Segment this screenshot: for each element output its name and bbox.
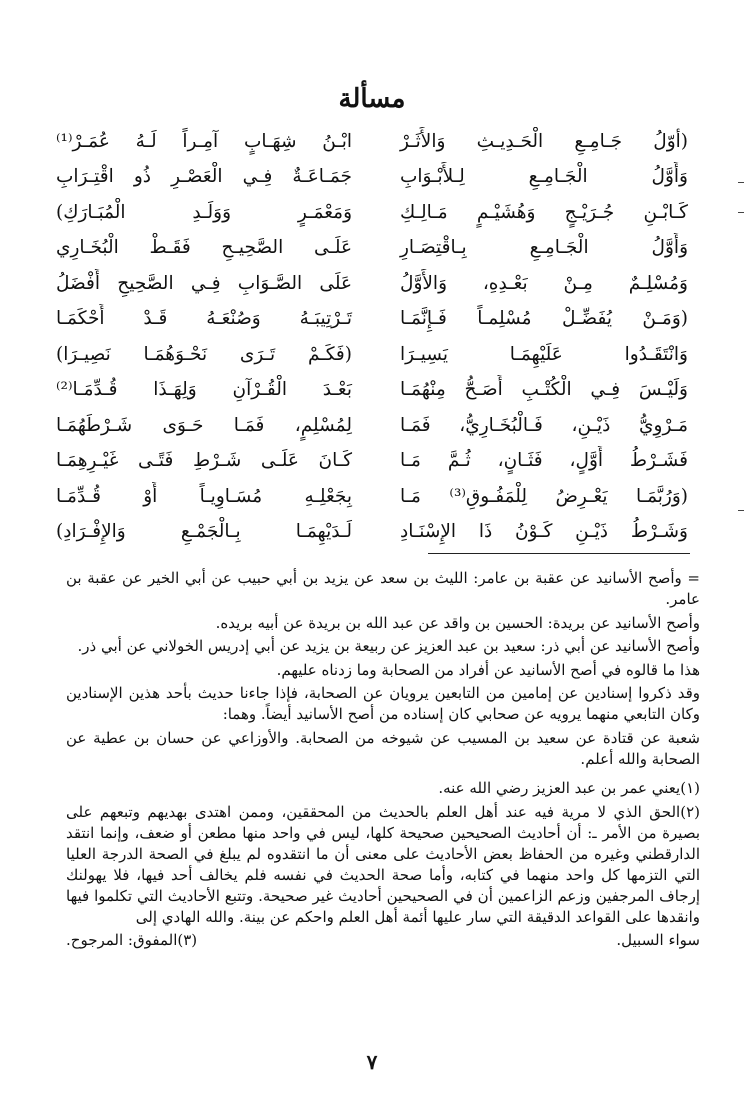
section-title: مسألة — [338, 84, 406, 114]
note-paragraph: وأصح الأسانيد عن أبي ذر: سعيد بن عبد العزيز عن ربيعة بن يزيد عن أبي إدريس الخولاني عن أبي ذر. — [77, 637, 700, 655]
verse — [56, 266, 696, 302]
verse-first-hemistich: فَشَـرْطُ أَوَّلٍ، فَثَـانٍ، ثُـمَّ مَـا — [400, 450, 688, 472]
verse — [56, 302, 696, 338]
verse-first-hemistich: وَلَيْـسَ فِـي الْكُتْـبِ أَصَـحُّ مِنْهُمَـا — [400, 379, 688, 401]
note-paragraph: وقد ذكروا إسنادين عن إمامين من التابعين يرويان عن الصحابة، فإذا جاءنا حديث بأحد هذين الإسنادين وكان التابعي منهما يرويه عن صحابي كان إسناده من أصح الأسانيد أيضاً. وهما: — [66, 684, 700, 723]
verse — [56, 124, 696, 160]
verse — [56, 515, 696, 551]
note-paragraph: = وأصح الأسانيد عن عقبة بن عامر: الليث بن سعد عن يزيد بن أبي حبيب عن أبي الخير عن عقبة بن عامر. — [66, 569, 700, 608]
verse-second-hemistich: لَـدَيْهِمَـا بِـالْجَمْـعِ وَالإِفْـرَادِ) — [56, 521, 352, 543]
verse — [56, 408, 696, 444]
page-number: ٧ — [366, 1050, 378, 1074]
footnote-3: (٣)المفوق: المرجوح. — [66, 931, 198, 949]
verse-first-hemistich: (وَمَـنْ يُفَضِّـلْ مُسْلِمـاً فَـإِنَّمَـا — [400, 308, 688, 330]
verse-first-hemistich: كَـابْـنِ جُـرَيْـجٍ وَهُشَيْـمٍ مَـالِـكِ — [400, 201, 688, 223]
verse-first-hemistich: وَأَوَّلُ الْجَـامِـعِ لِـلأَبْـوَابِ — [400, 166, 688, 188]
verse-second-hemistich: كَـانَ عَلَـى شَـرْطِ فَتًـى غَيْـرِهِمَـا — [56, 450, 352, 472]
margin-tick — [738, 212, 744, 213]
verse — [56, 160, 696, 196]
verse — [56, 444, 696, 480]
verse-first-hemistich: وَشَـرْطُ ذَيْـنِ كَـوْنُ ذَا الإِسْنَـادِ — [400, 521, 688, 543]
verse — [56, 337, 696, 373]
verse-second-hemistich: وَمَعْمَـرٍ وَوَلَـدِ الْمُبَـارَكِ) — [56, 201, 352, 223]
footnote-1: (١)يعني عمر بن عبد العزيز رضي الله عنه. — [438, 779, 700, 797]
verse-second-hemistich: لِمُسْلِمٍ، فَمَـا حَـوَى شَـرْطَهُمَـا — [56, 414, 352, 436]
verse-second-hemistich: تَـرْتِيبَـهُ وَصُنْعَـهُ قَـدْ أَحْكَمَـا — [56, 308, 352, 330]
note-paragraph: شعبة عن قتادة عن سعيد بن المسيب عن شيوخه من الصحابة. والأوزاعي عن حسان بن عطية عن الصحابة والله أعلم. — [66, 728, 700, 768]
verse — [56, 479, 696, 515]
verse — [56, 231, 696, 267]
footnote-last-line — [66, 930, 700, 951]
verse — [56, 373, 696, 409]
note-paragraph: هذا ما قالوه في أصح الأسانيد عن أفراد من الصحابة وما زدناه عليهم. — [276, 660, 700, 679]
verse-second-hemistich: بِجَعْلِـهِ مُسَـاوِيـاً أَوْ قُـدِّمَـا — [56, 485, 352, 507]
verse-second-hemistich: ابْـنُ شِهَـابٍ آمِـراً لَـهُ عُمَـرْ⁽¹⁾ — [56, 130, 352, 152]
footnotes-area — [66, 568, 700, 951]
verse-first-hemistich: مَـرْوِيُّ ذَيْـنِ، فَـالْبُخَـارِيُّ، فَمَـا — [400, 414, 688, 436]
verse — [56, 195, 696, 231]
verse-first-hemistich: وَأَوَّلُ الْجَـامِـعِ بِـاقْتِصَـارِ — [400, 237, 688, 259]
poem — [56, 124, 696, 550]
verse-first-hemistich: (وَرُبَّمَـا يَعْـرِضُ لِلْمَفُـوقِ⁽³⁾ مَـا — [400, 485, 688, 507]
footnote-2: (٢)الحق الذي لا مرية فيه عند أهل العلم بالحديث من المحققين، وممن اهتدى بهديهم وتبعهم على بصيرة من الأمر ـ: أن أحاديث الصحيحين صحيحة كلها، ليس في واحد منها مطعن أو ضعف، وإنما انتقد الدارقطني وغيره من الحفاظ بعض الأحاديث على معنى أن ما انتقدوه لم يبلغ في الصحة الدرجة العليا التي التزمها كل واحد منهما في كتابه، وأما صحة الحديث في نفسه فلم يخالف أحد فيها، فلا يهولنك إرجاف المرجفين وزعم الزاعمين أن في الصحيحين أحاديث غير صحيحة. وتتبع الأحاديث التي تكلموا فيها وانقدها على القواعد الدقيقة التي سار عليها أئمة أهل العلم واحكم عن بينة. والله الهادي إلى — [66, 802, 700, 926]
verse-second-hemistich: عَلَى الصَّـوَابِ فِـي الصَّحِيحِ أَفْضَلُ — [56, 272, 352, 294]
footnote-2-end: سواء السبيل. — [616, 931, 700, 949]
verse-first-hemistich: وَمُسْلِـمٌ مِـنْ بَعْـدِهِ، وَالأَوَّلُ — [400, 272, 688, 294]
verse-first-hemistich: وَانْتَقَـدُوا عَلَيْهِمَـا يَسِيـرَا — [400, 343, 688, 365]
note-paragraph: وأصح الأسانيد عن بريدة: الحسين بن واقد عن عبد الله بن بريدة عن أبيه بريده. — [215, 613, 700, 632]
verse-second-hemistich: بَعْـدَ الْقُـرْآنِ وَلِهَـذَا قُـدِّمَـا⁽²⁾ — [56, 379, 352, 401]
footnote-separator — [428, 553, 690, 554]
margin-tick — [738, 182, 744, 183]
verse-second-hemistich: جَمَـاعَـةٌ فِـي الْعَصْـرِ ذُو اقْتِـرَابِ — [56, 166, 352, 188]
verse-first-hemistich: (أوّلُ جَـامِـعِ الْحَـدِيـثِ وَالأَثَـرْ — [400, 130, 688, 152]
verse-second-hemistich: (فَكَـمْ تَـرَى نَحْـوَهُمَـا نَصِيـرَا) — [56, 343, 352, 365]
verse-second-hemistich: عَلَـى الصَّحِيـحِ فَقَـطْ الْبُخَـارِي — [56, 237, 352, 259]
margin-tick — [738, 510, 744, 511]
